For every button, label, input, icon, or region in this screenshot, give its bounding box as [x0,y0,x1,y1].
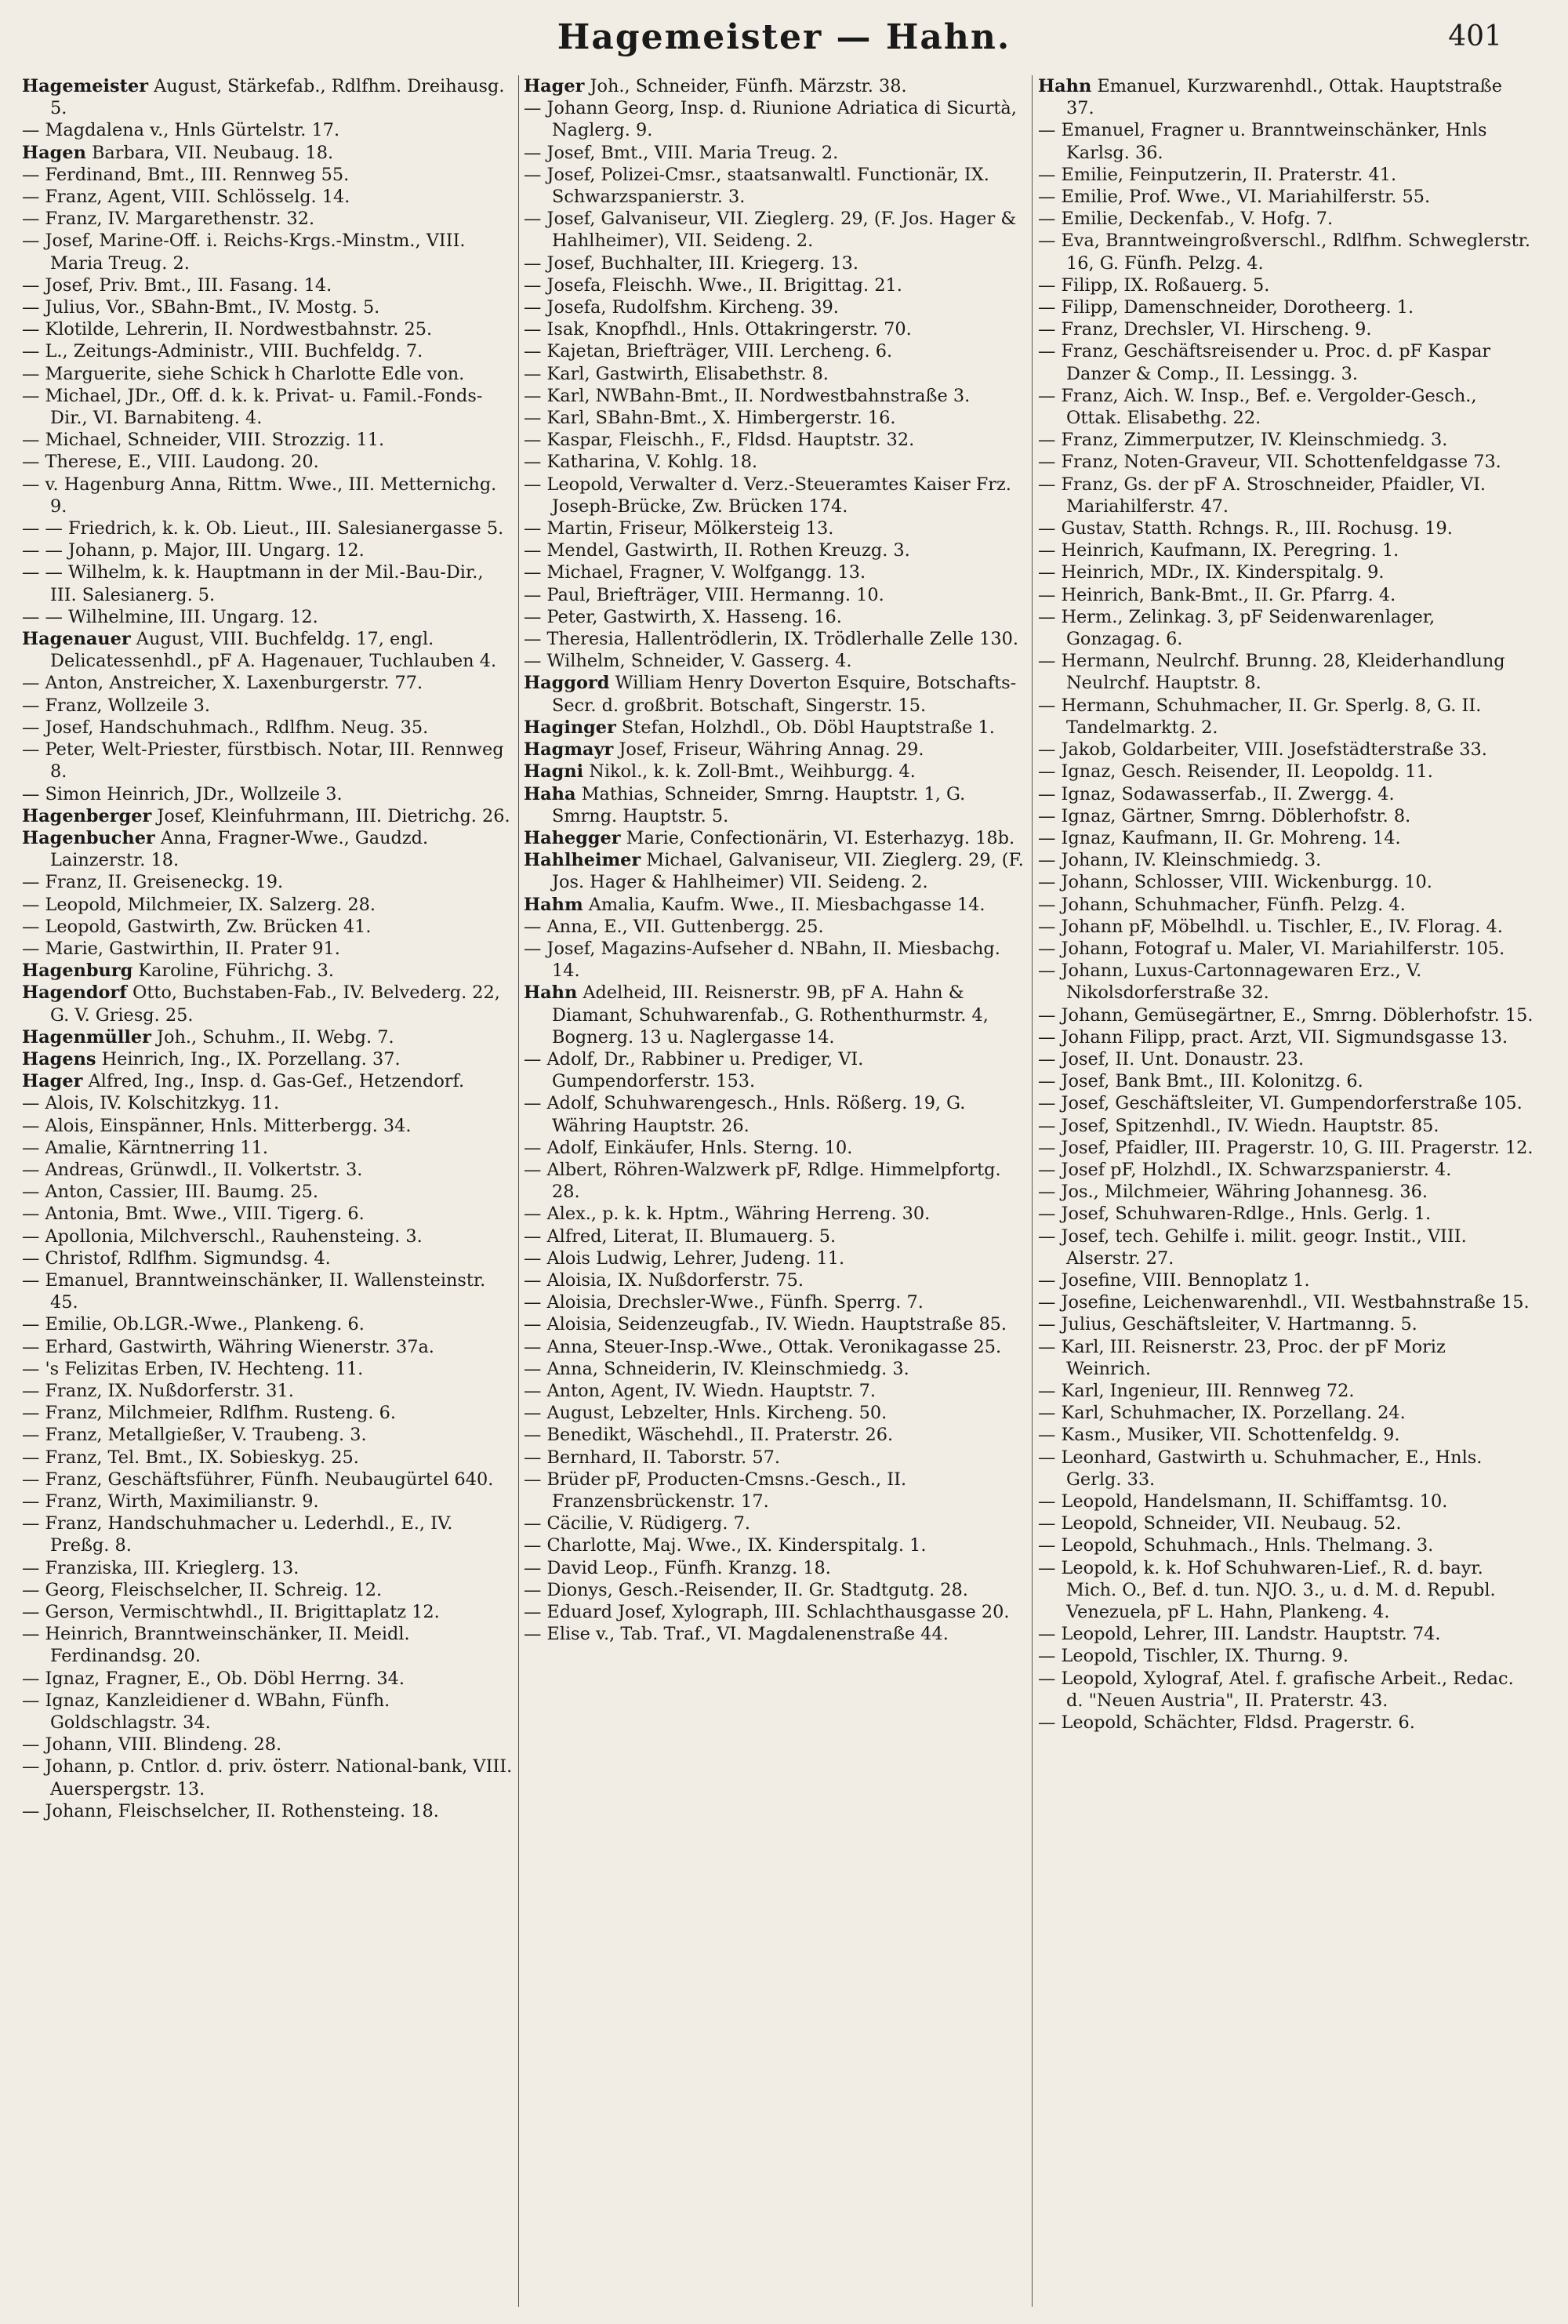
directory-entry: — Franziska, III. Krieglerg. 13. [22,1557,299,1578]
directory-entry: — Johann, Gemüsegärtner, E., Smrng. Döblerhofstr. 15. [1038,1004,1534,1026]
directory-entry: — Filipp, Damenschneider, Dorotheerg. 1. [1038,297,1414,318]
directory-entry: — Aloisia, Drechsler-Wwe., Fünfh. Sperrg. 7. [524,1292,924,1313]
directory-entry: — Josefine, VIII. Bennoplatz 1. [1038,1269,1310,1291]
directory-entry: — Josef, Geschäftsleiter, VI. Gumpendorferstraße 105. [1038,1093,1523,1114]
column-divider [1032,75,1033,2307]
directory-entry: — Leopold, Xylograf, Atel. f. grafische Arbeit., Redac. d. "Neuen Austria", II. Praterstr. 43. [1038,1668,1519,1711]
directory-entry: — Therese, E., VIII. Laudong. 20. [22,452,319,473]
directory-entry: — Magdalena v., Hnls Gürtelstr. 17. [22,120,340,141]
directory-entry: — Heinrich, MDr., IX. Kinderspitalg. 9. [1038,562,1385,583]
directory-entry: — Josefa, Rudolfshm. Kircheng. 39. [524,297,839,318]
directory-entry: — Ferdinand, Bmt., III. Rennweg 55. [22,164,350,185]
directory-entry: — Michael, Fragner, V. Wolfgangg. 13. [524,562,866,583]
directory-entry: — Mendel, Gastwirth, II. Rothen Kreuzg. 3. [524,540,910,561]
directory-entry: — Franz, Handschuhmacher u. Lederhdl., E., IV. Preßg. 8. [22,1513,459,1556]
directory-entry: — Kaspar, Fleischh., F., Fldsd. Hauptstr. 32. [524,430,915,451]
directory-entry: — Cäcilie, V. Rüdigerg. 7. [524,1513,750,1534]
directory-entry: — Leopold, Schächter, Fldsd. Pragerstr. 6. [1038,1712,1415,1734]
directory-entry: — Amalie, Kärntnerring 11. [22,1137,268,1158]
directory-entry: — Brüder pF, Producten-Cmsns.-Gesch., II. Franzensbrückenstr. 17. [524,1469,913,1512]
directory-entry: — Josef, Galvaniseur, VII. Zieglerg. 29, (F. Jos. Hager & Hahlheimer), VII. Seideng. 2. [524,209,1022,252]
directory-entry: — 's Felizitas Erben, IV. Hechteng. 11. [22,1358,364,1379]
directory-entry: — Julius, Geschäftsleiter, V. Hartmanng. 5. [1038,1314,1417,1335]
directory-entry: — Anna, E., VII. Guttenbergg. 25. [524,916,824,937]
directory-entry: — Anton, Cassier, III. Baumg. 25. [22,1182,318,1203]
directory-entry: Hager Joh., Schneider, Fünfh. Märzstr. 38. [524,76,907,96]
page-title: Hagemeister — Hahn. [557,17,1011,57]
directory-entry: — Emilie, Deckenfab., V. Hofg. 7. [1038,209,1334,230]
directory-entry: — Alois, Einspänner, Hnls. Mitterbergg. 34. [22,1115,412,1136]
directory-columns [22,75,1537,2307]
directory-entry: — Johann, Schlosser, VIII. Wickenburgg. 10. [1038,872,1432,893]
directory-entry: — Josef, Priv. Bmt., III. Fasang. 14. [22,274,332,296]
directory-entry: — Franz, Aich. W. Insp., Bef. e. Vergolder-Gesch., Ottak. Elisabethg. 22. [1038,385,1483,429]
directory-entry: — Bernhard, II. Taborstr. 57. [524,1447,780,1468]
directory-entry: — Alois, IV. Kolschitzkyg. 11. [22,1093,280,1114]
directory-entry: — Paul, Briefträger, VIII. Hermanng. 10. [524,584,884,605]
directory-entry: — Simon Heinrich, JDr., Wollzeile 3. [22,783,343,804]
directory-entry: — Franz, Geschäftsreisender u. Proc. d. pF Kaspar Danzer & Comp., II. Lessingg. 3. [1038,341,1497,384]
directory-entry: — Aloisia, Seidenzeugfab., IV. Wiedn. Hauptstraße 85. [524,1314,1007,1335]
directory-entry: Hagmayr Josef, Friseur, Währing Annag. 29. [524,739,924,761]
directory-entry: — Josef, Polizei-Cmsr., staatsanwaltl. Functionär, IX. Schwarzspanierstr. 3. [524,164,995,208]
directory-entry: Haha Mathias, Schneider, Smrng. Hauptstr. 1, G. Smrng. Hauptstr. 5. [524,783,971,826]
directory-entry: — Franz, Drechsler, VI. Hirscheng. 9. [1038,319,1372,340]
directory-entry: Hagni Nikol., k. k. Zoll-Bmt., Weihburgg. 4. [524,761,916,783]
directory-entry: — Johann pF, Möbelhdl. u. Tischler, E., IV. Florag. 4. [1038,916,1503,937]
directory-entry: — Franz, IV. Margarethenstr. 32. [22,209,315,230]
directory-entry: — — Johann, p. Major, III. Ungarg. 12. [22,540,365,561]
directory-entry: — Jakob, Goldarbeiter, VIII. Josefstädterstraße 33. [1038,739,1487,761]
directory-entry: Hagenbucher Anna, Fragner-Wwe., Gaudzd. Lainzerstr. 18. [22,827,434,871]
directory-entry: Hahm Amalia, Kaufm. Wwe., II. Miesbachgasse 14. [524,894,985,915]
directory-entry: — Johann, p. Cntlor. d. priv. österr. National-bank, VIII. Auerspergstr. 13. [22,1756,518,1799]
directory-entry: — Josef, Pfaidler, III. Pragerstr. 10, G. III. Pragerstr. 12. [1038,1137,1534,1158]
directory-entry: — Gustav, Statth. Rchngs. R., III. Rochusg. 19. [1038,518,1453,539]
directory-entry: — Theresia, Hallentrödlerin, IX. Trödlerhalle Zelle 130. [524,629,1019,650]
directory-entry: — Heinrich, Kaufmann, IX. Peregring. 1. [1038,540,1399,561]
directory-entry: — Apollonia, Milchverschl., Rauhensteing. 3. [22,1226,423,1247]
directory-entry: — Marguerite, siehe Schick h Charlotte Edle von. [22,363,465,384]
directory-entry: — Franz, II. Greiseneckg. 19. [22,872,284,893]
directory-entry: — Leopold, Gastwirth, Zw. Brücken 41. [22,916,372,937]
directory-entry: — Adolf, Einkäufer, Hnls. Sterng. 10. [524,1137,853,1158]
column-right [1038,75,1537,2307]
directory-entry: — Andreas, Grünwdl., II. Volkertstr. 3. [22,1159,363,1180]
directory-entry: — Anna, Steuer-Insp.-Wwe., Ottak. Veronikagasse 25. [524,1336,1002,1357]
directory-entry: — Anna, Schneiderin, IV. Kleinschmiedg. 3. [524,1358,909,1379]
directory-entry: — Karl, Schuhmacher, IX. Porzellang. 24. [1038,1403,1406,1424]
directory-entry: Hagen Barbara, VII. Neubaug. 18. [22,142,334,163]
directory-entry: Hagenburg Karoline, Führichg. 3. [22,960,334,982]
directory-entry: — Franz, Milchmeier, Rdlfhm. Rusteng. 6. [22,1403,397,1424]
directory-entry: — Georg, Fleischselcher, II. Schreig. 12. [22,1579,383,1600]
directory-entry: — v. Hagenburg Anna, Rittm. Wwe., III. Metternichg. 9. [22,474,503,517]
directory-entry: — Johann, IV. Kleinschmiedg. 3. [1038,850,1322,871]
directory-entry: — Katharina, V. Kohlg. 18. [524,452,758,473]
directory-entry: — Franz, IX. Nußdorferstr. 31. [22,1380,294,1401]
directory-entry: — Josef, Bank Bmt., III. Kolonitzg. 6. [1038,1071,1363,1092]
directory-entry: — Leopold, Tischler, IX. Thurng. 9. [1038,1646,1348,1667]
directory-entry: — Isak, Knopfhdl., Hnls. Ottakringerstr. 70. [524,319,912,340]
directory-entry: — Franz, Wollzeile 3. [22,695,210,716]
directory-entry: — Josef, Spitzenhdl., IV. Wiedn. Hauptstr. 85. [1038,1115,1439,1136]
directory-entry: — Johann Filipp, pract. Arzt, VII. Sigmundsgasse 13. [1038,1026,1508,1048]
directory-entry: — Karl, Gastwirth, Elisabethstr. 8. [524,363,829,384]
directory-entry: Hagenauer August, VIII. Buchfeldg. 17, engl. Delicatessenhdl., pF A. Hagenauer, Tuchlauben 4. [22,629,497,672]
directory-entry: — Franz, Zimmerputzer, IV. Kleinschmiedg. 3. [1038,430,1448,451]
directory-entry: — Josefine, Leichenwarenhdl., VII. Westbahnstraße 15. [1038,1292,1530,1313]
directory-entry: — Dionys, Gesch.-Reisender, II. Gr. Stadtgutg. 28. [524,1579,968,1600]
directory-entry: — Peter, Gastwirth, X. Hasseng. 16. [524,606,842,627]
directory-entry: — Josef, Schuhwaren-Rdlge., Hnls. Gerlg. 1. [1038,1204,1432,1225]
column-middle [524,75,1029,2307]
directory-entry: — — Wilhelm, k. k. Hauptmann in der Mil.-Bau-Dir., III. Salesianerg. 5. [22,562,489,605]
directory-entry: — Aloisia, IX. Nußdorferstr. 75. [524,1269,804,1291]
directory-entry: — Josef, Magazins-Aufseher d. NBahn, II. Miesbachg. 14. [524,938,1006,982]
directory-entry: — L., Zeitungs-Administr., VIII. Buchfeldg. 7. [22,341,423,362]
directory-entry: — Kajetan, Briefträger, VIII. Lercheng. 6. [524,341,893,362]
directory-entry: — — Friedrich, k. k. Ob. Lieut., III. Salesianergasse 5. [22,518,504,539]
directory-entry: — Alex., p. k. k. Hptm., Währing Herreng. 30. [524,1204,931,1225]
directory-entry: — Adolf, Dr., Rabbiner u. Prediger, VI. Gumpendorferstr. 153. [524,1048,869,1092]
directory-entry: — Josefa, Fleischh. Wwe., II. Brigittag. 21. [524,274,902,296]
directory-entry: — Michael, JDr., Off. d. k. k. Privat- u. Famil.-Fonds-Dir., VI. Barnabiteng. 4. [22,385,483,429]
directory-entry: — August, Lebzelter, Hnls. Kircheng. 50. [524,1403,887,1424]
directory-entry: — Franz, Noten-Graveur, VII. Schottenfeldgasse 73. [1038,452,1501,473]
directory-entry: — Johann, Fleischselcher, II. Rothensteing. 18. [22,1800,439,1821]
directory-entry: Hagenberger Josef, Kleinfuhrmann, III. Dietrichg. 26. [22,805,510,826]
directory-entry: — Eduard Josef, Xylograph, III. Schlachthausgasse 20. [524,1602,1010,1623]
directory-entry: — Leonhard, Gastwirth u. Schuhmacher, E., Hnls. Gerlg. 33. [1038,1447,1488,1490]
directory-entry: — Franz, Wirth, Maximilianstr. 9. [22,1491,319,1512]
directory-entry: — Elise v., Tab. Traf., VI. Magdalenenstraße 44. [524,1624,949,1645]
directory-entry: — Antonia, Bmt. Wwe., VIII. Tigerg. 6. [22,1204,365,1225]
directory-entry: — Karl, III. Reisnerstr. 23, Proc. der pF Moriz Weinrich. [1038,1336,1451,1379]
directory-entry: — Josef, Bmt., VIII. Maria Treug. 2. [524,142,839,163]
directory-entry: — Josef, Handschuhmach., Rdlfhm. Neug. 35. [22,717,429,738]
directory-entry: — Hermann, Neulrchf. Brunng. 28, Kleiderhandlung Neulrchf. Hauptstr. 8. [1038,651,1511,694]
directory-entry: — — Wilhelmine, III. Ungarg. 12. [22,606,318,627]
directory-entry: Hahn Emanuel, Kurzwarenhdl., Ottak. Hauptstraße 37. [1038,76,1508,119]
directory-entry: — Josef, II. Unt. Donaustr. 23. [1038,1048,1305,1069]
directory-entry: — Leopold, Schuhmach., Hnls. Thelmang. 3. [1038,1535,1434,1556]
directory-entry: — Ignaz, Kanzleidiener d. WBahn, Fünfh. Goldschlagstr. 34. [22,1690,396,1734]
directory-entry: — Leopold, Schneider, VII. Neubaug. 52. [1038,1513,1402,1534]
directory-entry: — Johann Georg, Insp. d. Riunione Adriatica di Sicurtà, Naglerg. 9. [524,98,1023,141]
directory-entry: — Peter, Welt-Priester, fürstbisch. Notar, III. Rennweg 8. [22,739,510,783]
directory-entry: — Martin, Friseur, Mölkersteig 13. [524,518,834,539]
directory-entry: — Anton, Agent, IV. Wiedn. Hauptstr. 7. [524,1380,876,1401]
directory-entry: — Franz, Metallgießer, V. Traubeng. 3. [22,1425,367,1446]
directory-entry: Hahlheimer Michael, Galvaniseur, VII. Zieglerg. 29, (F. Jos. Hager & Hahlheimer) VII. Seideng. 2. [524,850,1029,893]
directory-entry: — Josef, Buchhalter, III. Kriegerg. 13. [524,252,858,274]
directory-entry: — Emilie, Feinputzerin, II. Praterstr. 41. [1038,164,1397,185]
directory-entry: — Marie, Gastwirthin, II. Prater 91. [22,938,340,959]
directory-entry: — Gerson, Vermischtwhdl., II. Brigittaplatz 12. [22,1602,440,1623]
directory-entry: — Jos., Milchmeier, Währing Johannesg. 36. [1038,1182,1428,1203]
directory-entry: — Franz, Tel. Bmt., IX. Sobieskyg. 25. [22,1447,359,1468]
directory-entry: — Ignaz, Sodawasserfab., II. Zwergg. 4. [1038,783,1395,804]
directory-entry: — Leopold, k. k. Hof Schuhwaren-Lief., R. d. bayr. Mich. O., Bef. d. tun. NJO. 3., u. d. M. d. Republ. Venezuela, pF L. Hahn, Plankeng. 4. [1038,1557,1501,1623]
directory-entry: — Heinrich, Branntweinschänker, II. Meidl. Ferdinandsg. 20. [22,1624,416,1667]
directory-entry: — Benedikt, Wäschehdl., II. Praterstr. 26. [524,1425,894,1446]
directory-entry: — Wilhelm, Schneider, V. Gasserg. 4. [524,651,852,672]
directory-entry: — David Leop., Fünfh. Kranzg. 18. [524,1557,831,1578]
directory-entry: Hahn Adelheid, III. Reisnerstr. 9B, pF A. Hahn & Diamant, Schuhwarenfab., G. Rothenthurmstr. 4, Bognerg. 13 u. Naglergasse 14. [524,982,995,1048]
directory-entry: — Johann, Fotograf u. Maler, VI. Mariahilferstr. 105. [1038,938,1505,959]
directory-entry: — Heinrich, Bank-Bmt., II. Gr. Pfarrg. 4. [1038,584,1396,605]
page-header [0,17,1568,72]
directory-entry: — Eva, Branntweingroßverschl., Rdlfhm. Schweglerstr. 16, G. Fünfh. Pelzg. 4. [1038,231,1537,274]
directory-entry: — Leopold, Lehrer, III. Landstr. Hauptstr. 74. [1038,1624,1441,1645]
directory-entry: — Herm., Zelinkag. 3, pF Seidenwarenlager, Gonzagag. 6. [1038,606,1441,650]
directory-entry: — Johann, Luxus-Cartonnagewaren Erz., V. Nikolsdorferstraße 32. [1038,960,1428,1004]
directory-entry: — Ignaz, Fragner, E., Ob. Döbl Herrng. 34. [22,1668,405,1689]
directory-entry: — Franz, Geschäftsführer, Fünfh. Neubaugürtel 640. [22,1469,494,1490]
directory-entry: — Emanuel, Fragner u. Branntweinschänker, Hnls Karlsg. 36. [1038,120,1493,163]
directory-entry: — Albert, Röhren-Walzwerk pF, Rdlge. Himmelpfortg. 28. [524,1159,1007,1203]
directory-entry: — Kasm., Musiker, VII. Schottenfeldg. 9. [1038,1425,1400,1446]
directory-entry: — Johann, VIII. Blindeng. 28. [22,1734,282,1756]
directory-entry: — Michael, Schneider, VIII. Strozzig. 11. [22,430,385,451]
directory-entry: Hagens Heinrich, Ing., IX. Porzellang. 37. [22,1048,401,1069]
directory-entry: — Karl, SBahn-Bmt., X. Himbergerstr. 16. [524,408,896,429]
column-left [22,75,518,2307]
directory-entry: — Karl, Ingenieur, III. Rennweg 72. [1038,1380,1355,1401]
directory-entry: — Karl, NWBahn-Bmt., II. Nordwestbahnstraße 3. [524,385,971,406]
directory-entry: — Leopold, Milchmeier, IX. Salzerg. 28. [22,894,376,915]
directory-entry: — Josef pF, Holzhdl., IX. Schwarzspanierstr. 4. [1038,1159,1452,1180]
directory-entry: — Josef, Marine-Off. i. Reichs-Krgs.-Minstm., VIII. Maria Treug. 2. [22,231,471,274]
directory-entry: — Emilie, Ob.LGR.-Wwe., Plankeng. 6. [22,1314,365,1335]
directory-entry: — Franz, Agent, VIII. Schlösselg. 14. [22,187,350,208]
directory-entry: Hahegger Marie, Confectionärin, VI. Esterhazyg. 18b. [524,827,1015,848]
directory-entry: — Emilie, Prof. Wwe., VI. Mariahilferstr. 55. [1038,187,1431,208]
directory-entry: — Filipp, IX. Roßauerg. 5. [1038,274,1270,296]
directory-entry: — Charlotte, Maj. Wwe., IX. Kinderspitalg. 1. [524,1535,927,1556]
page-number: 401 [1448,20,1502,53]
directory-entry: — Hermann, Schuhmacher, II. Gr. Sperlg. 8, G. II. Tandelmarktg. 2. [1038,695,1487,738]
directory-entry: — Emanuel, Branntweinschänker, II. Wallensteinstr. 45. [22,1269,492,1313]
directory-entry: — Adolf, Schuhwarengesch., Hnls. Rößerg. 19, G. Währing Hauptstr. 26. [524,1093,971,1136]
directory-entry: — Alois Ludwig, Lehrer, Judeng. 11. [524,1247,845,1269]
directory-entry: Hagenmüller Joh., Schuhm., II. Webg. 7. [22,1026,394,1048]
directory-entry: Haggord William Henry Doverton Esquire, Botschafts-Secr. d. großbrit. Botschaft, Singerstr. 15. [524,673,1017,716]
directory-entry: — Johann, Schuhmacher, Fünfh. Pelzg. 4. [1038,894,1406,915]
directory-entry: Hager Alfred, Ing., Insp. d. Gas-Gef., Hetzendorf. [22,1071,465,1092]
directory-entry: — Franz, Gs. der pF A. Stroschneider, Pfaidler, VI. Mariahilferstr. 47. [1038,474,1492,517]
directory-entry: — Christof, Rdlfhm. Sigmundsg. 4. [22,1247,331,1269]
directory-entry: Haginger Stefan, Holzhdl., Ob. Döbl Hauptstraße 1. [524,717,995,738]
directory-entry: — Julius, Vor., SBahn-Bmt., IV. Mostg. 5. [22,297,380,318]
directory-entry: — Ignaz, Gesch. Reisender, II. Leopoldg. 11. [1038,761,1433,783]
column-divider [518,75,519,2307]
directory-entry: — Klotilde, Lehrerin, II. Nordwestbahnstr. 25. [22,319,433,340]
directory-entry: — Ignaz, Gärtner, Smrng. Döblerhofstr. 8. [1038,805,1411,826]
directory-entry: — Leopold, Handelsmann, II. Schiffamtsg. 10. [1038,1491,1448,1512]
directory-entry: — Leopold, Verwalter d. Verz.-Steueramtes Kaiser Frz. Joseph-Brücke, Zw. Brücken 174. [524,474,1018,517]
directory-entry: Hagendorf Otto, Buchstaben-Fab., IV. Belvederg. 22, G. V. Griesg. 25. [22,982,506,1026]
directory-entry: — Anton, Anstreicher, X. Laxenburgerstr. 77. [22,673,423,694]
directory-entry: — Erhard, Gastwirth, Währing Wienerstr. 37a. [22,1336,434,1357]
directory-entry: — Josef, tech. Gehilfe i. milit. geogr. Instit., VIII. Alserstr. 27. [1038,1226,1472,1269]
directory-entry: — Alfred, Literat, II. Blumauerg. 5. [524,1226,837,1247]
directory-entry: Hagemeister August, Stärkefab., Rdlfhm. Dreihausg. 5. [22,76,510,119]
directory-entry: — Ignaz, Kaufmann, II. Gr. Mohreng. 14. [1038,827,1401,848]
